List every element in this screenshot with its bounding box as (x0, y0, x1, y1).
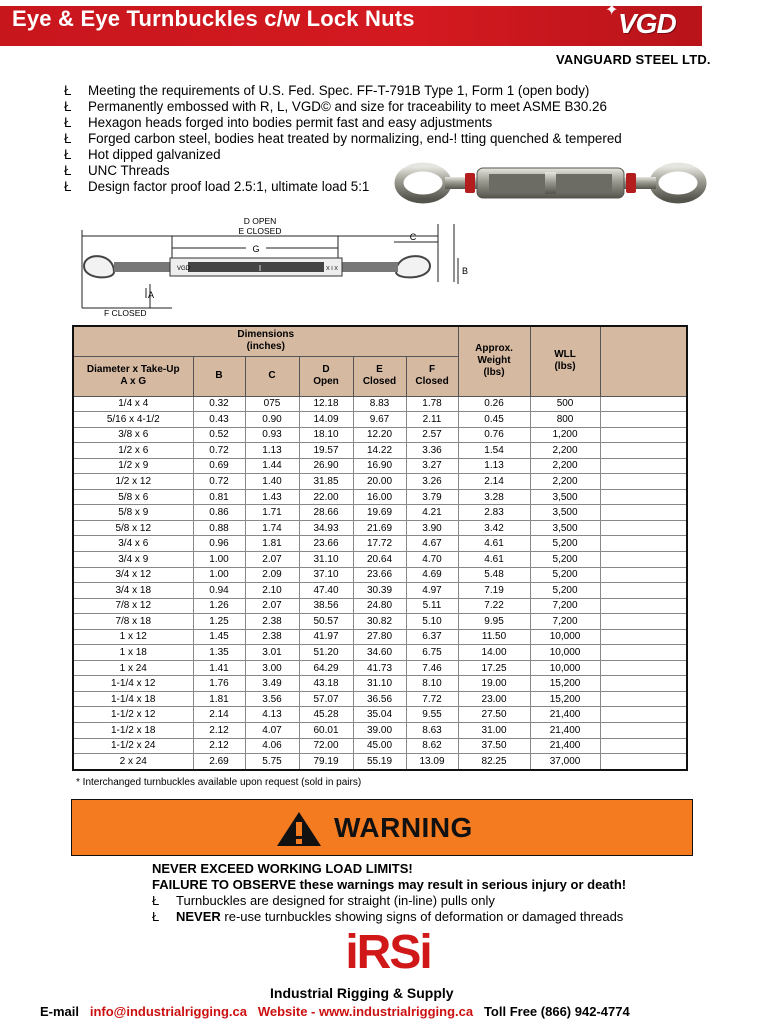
table-cell: 34.60 (353, 645, 406, 661)
table-cell: 2.12 (193, 738, 245, 754)
table-cell: 20.00 (353, 474, 406, 490)
bullet-glyph: Ł (64, 147, 72, 162)
table-cell: 3/8 x 6 (73, 427, 193, 443)
footer-company: Industrial Rigging & Supply (270, 985, 454, 1001)
table-cell: 2.12 (193, 722, 245, 738)
table-cell: 3/4 x 9 (73, 551, 193, 567)
table-cell: 5.75 (245, 754, 299, 770)
turnbuckle-photo (393, 148, 708, 218)
table-cell: 1 x 24 (73, 660, 193, 676)
table-cell: 4.97 (406, 583, 458, 599)
table-cell: 1.78 (406, 396, 458, 412)
table-cell: 7/8 x 12 (73, 598, 193, 614)
table-cell: 1-1/4 x 18 (73, 691, 193, 707)
table-cell-blank (600, 505, 687, 521)
table-cell: 7,200 (530, 614, 600, 630)
table-cell-blank (600, 583, 687, 599)
warning-item-2: Ł NEVER re-use turnbuckles showing signs of deformation or damaged threads (152, 909, 624, 924)
table-row (73, 412, 687, 428)
table-cell: 1/4 x 4 (73, 396, 193, 412)
table-cell: 7/8 x 18 (73, 614, 193, 630)
table-cell: 1/2 x 6 (73, 443, 193, 459)
table-cell: 4.70 (406, 551, 458, 567)
table-cell: 31.10 (353, 676, 406, 692)
list-item: Ł Hot dipped galvanized (64, 147, 221, 162)
table-cell: 3/4 x 18 (73, 583, 193, 599)
table-cell: 2,200 (530, 458, 600, 474)
g-label: G (252, 244, 260, 254)
table-row (73, 707, 687, 723)
table-cell: 45.00 (353, 738, 406, 754)
table-cell: 3.56 (245, 691, 299, 707)
table-cell: 15,200 (530, 691, 600, 707)
table-cell-blank (600, 567, 687, 583)
table-cell: 55.19 (353, 754, 406, 770)
table-cell-blank (600, 660, 687, 676)
table-cell: 4.61 (458, 551, 530, 567)
b-label: B (462, 266, 469, 276)
table-cell: 3.28 (458, 489, 530, 505)
bullet-glyph: Ł (64, 115, 72, 130)
table-cell: 47.40 (299, 583, 353, 599)
table-cell: 12.20 (353, 427, 406, 443)
weight-header: Approx. Weight (lbs) (458, 326, 530, 396)
footnote: * Interchanged turnbuckles available upon request (sold in pairs) (76, 777, 362, 788)
bullet-glyph: Ł (64, 131, 72, 146)
table-cell: 4.07 (245, 722, 299, 738)
d-header: D Open (299, 356, 353, 396)
table-cell: 20.64 (353, 551, 406, 567)
table-cell: 3.27 (406, 458, 458, 474)
diameter-header: Diameter x Take-Up A x G (73, 356, 193, 396)
table-cell: 1 x 18 (73, 645, 193, 661)
table-cell: 3/4 x 12 (73, 567, 193, 583)
table-cell: 43.18 (299, 676, 353, 692)
table-cell: 60.01 (299, 722, 353, 738)
e-closed-label: E CLOSED (238, 226, 282, 236)
table-cell: 0.26 (458, 396, 530, 412)
table-cell-blank (600, 489, 687, 505)
table-cell: 2.38 (245, 614, 299, 630)
table-cell: 10,000 (530, 645, 600, 661)
table-cell: 0.94 (193, 583, 245, 599)
table-cell-blank (600, 598, 687, 614)
spec-table-body (73, 396, 687, 770)
table-row (73, 427, 687, 443)
table-cell: 18.10 (299, 427, 353, 443)
table-cell-blank (600, 722, 687, 738)
c-header: C (245, 356, 299, 396)
table-cell: 45.28 (299, 707, 353, 723)
table-cell: 9.55 (406, 707, 458, 723)
list-item: Ł Hexagon heads forged into bodies permit fast and easy adjustments (64, 115, 493, 130)
table-cell: 4.69 (406, 567, 458, 583)
table-cell: 7.72 (406, 691, 458, 707)
table-cell: 39.00 (353, 722, 406, 738)
table-cell: 72.00 (299, 738, 353, 754)
bullet-glyph: Ł (64, 83, 72, 98)
table-row (73, 583, 687, 599)
table-cell: 5.11 (406, 598, 458, 614)
table-cell: 5/8 x 9 (73, 505, 193, 521)
table-cell-blank (600, 458, 687, 474)
table-cell: 3.36 (406, 443, 458, 459)
table-cell-blank (600, 520, 687, 536)
table-cell: 21,400 (530, 738, 600, 754)
vgd-logo: VGD (618, 8, 676, 39)
table-cell: 0.52 (193, 427, 245, 443)
table-cell: 1.71 (245, 505, 299, 521)
table-cell: 0.72 (193, 474, 245, 490)
table-cell: 8.63 (406, 722, 458, 738)
table-cell: 41.97 (299, 629, 353, 645)
table-cell: 1/2 x 9 (73, 458, 193, 474)
star-icon: ✦ (605, 2, 619, 19)
table-cell-blank (600, 738, 687, 754)
table-row (73, 614, 687, 630)
table-cell: 3,500 (530, 520, 600, 536)
table-row (73, 738, 687, 754)
table-cell: 36.56 (353, 691, 406, 707)
table-cell: 5,200 (530, 567, 600, 583)
list-item: Ł UNC Threads (64, 163, 170, 178)
table-cell: 1-1/2 x 24 (73, 738, 193, 754)
body-mark-center: I (258, 264, 262, 273)
bullet-glyph: Ł (64, 99, 72, 114)
table-cell: 23.66 (299, 536, 353, 552)
table-cell: 34.93 (299, 520, 353, 536)
table-cell: 075 (245, 396, 299, 412)
table-cell: 0.72 (193, 443, 245, 459)
table-cell: 0.93 (245, 427, 299, 443)
table-cell-blank (600, 396, 687, 412)
table-cell: 16.90 (353, 458, 406, 474)
contact-line: E-mail info@industrialrigging.ca Website - www.industrialrigging.ca Toll Free (866) 942-4774 (40, 1004, 630, 1019)
e-header: E Closed (353, 356, 406, 396)
table-row (73, 443, 687, 459)
table-cell-blank (600, 614, 687, 630)
table-row (73, 754, 687, 770)
table-cell: 3.79 (406, 489, 458, 505)
table-cell: 2 x 24 (73, 754, 193, 770)
table-cell: 2.14 (458, 474, 530, 490)
table-cell: 9.95 (458, 614, 530, 630)
f-closed-label: F CLOSED (104, 308, 147, 318)
table-row (73, 645, 687, 661)
table-cell: 6.37 (406, 629, 458, 645)
table-cell: 7.19 (458, 583, 530, 599)
table-cell: 1.13 (245, 443, 299, 459)
table-cell: 0.45 (458, 412, 530, 428)
table-cell: 2.14 (193, 707, 245, 723)
table-cell: 1.43 (245, 489, 299, 505)
table-cell: 1,200 (530, 427, 600, 443)
table-cell: 5/8 x 6 (73, 489, 193, 505)
table-cell: 1.40 (245, 474, 299, 490)
table-cell: 1-1/2 x 18 (73, 722, 193, 738)
table-cell: 6.75 (406, 645, 458, 661)
table-cell: 5,200 (530, 551, 600, 567)
website-label: Website - (257, 1004, 316, 1019)
bullet-glyph: Ł (64, 163, 72, 178)
table-cell: 4.61 (458, 536, 530, 552)
table-cell: 2.07 (245, 598, 299, 614)
table-cell: 37.50 (458, 738, 530, 754)
table-cell: 64.29 (299, 660, 353, 676)
table-cell: 4.13 (245, 707, 299, 723)
table-cell-blank (600, 707, 687, 723)
table-cell: 3.01 (245, 645, 299, 661)
table-cell: 7.22 (458, 598, 530, 614)
warning-line-1: NEVER EXCEED WORKING LOAD LIMITS! (152, 861, 413, 876)
table-cell: 14.09 (299, 412, 353, 428)
table-cell: 1.74 (245, 520, 299, 536)
table-cell: 8.62 (406, 738, 458, 754)
table-cell-blank (600, 676, 687, 692)
table-cell: 17.72 (353, 536, 406, 552)
table-cell: 21,400 (530, 722, 600, 738)
warning-title: WARNING (334, 812, 473, 843)
table-cell: 5,200 (530, 583, 600, 599)
table-cell: 1.13 (458, 458, 530, 474)
table-cell: 37.10 (299, 567, 353, 583)
table-cell: 1 x 12 (73, 629, 193, 645)
table-cell: 19.00 (458, 676, 530, 692)
table-cell-blank (600, 443, 687, 459)
table-row (73, 474, 687, 490)
table-cell: 1.26 (193, 598, 245, 614)
table-cell: 14.22 (353, 443, 406, 459)
table-cell: 5/8 x 12 (73, 520, 193, 536)
table-cell: 1-1/4 x 12 (73, 676, 193, 692)
table-cell: 0.96 (193, 536, 245, 552)
table-cell: 2.10 (245, 583, 299, 599)
dimensions-header: Dimensions (inches) (73, 326, 458, 356)
dimension-diagram (74, 212, 474, 320)
wll-header: WLL (lbs) (530, 326, 600, 396)
table-cell: 38.56 (299, 598, 353, 614)
table-row (73, 489, 687, 505)
table-cell: 1.41 (193, 660, 245, 676)
table-cell-blank (600, 754, 687, 770)
table-cell: 1.44 (245, 458, 299, 474)
table-cell: 7,200 (530, 598, 600, 614)
table-cell: 1.35 (193, 645, 245, 661)
b-header: B (193, 356, 245, 396)
table-cell: 31.10 (299, 551, 353, 567)
table-cell: 4.67 (406, 536, 458, 552)
table-row (73, 505, 687, 521)
body-mark-right: X I X (326, 266, 338, 272)
table-cell: 1.45 (193, 629, 245, 645)
table-cell: 7.46 (406, 660, 458, 676)
table-cell: 31.85 (299, 474, 353, 490)
table-cell: 11.50 (458, 629, 530, 645)
table-cell: 17.25 (458, 660, 530, 676)
d-open-label: D OPEN (243, 216, 277, 226)
table-cell: 13.09 (406, 754, 458, 770)
company-name: VANGUARD STEEL LTD. (556, 52, 711, 67)
table-cell: 5/16 x 4-1/2 (73, 412, 193, 428)
table-cell: 1.81 (193, 691, 245, 707)
svg-text:iRSi: iRSi (345, 926, 431, 976)
table-cell: 0.86 (193, 505, 245, 521)
email-link[interactable]: info@industrialrigging.ca (89, 1004, 247, 1019)
table-cell: 8.10 (406, 676, 458, 692)
table-cell: 31.00 (458, 722, 530, 738)
table-row (73, 536, 687, 552)
table-cell: 26.90 (299, 458, 353, 474)
table-cell-blank (600, 536, 687, 552)
table-cell: 4.06 (245, 738, 299, 754)
table-cell: 2.38 (245, 629, 299, 645)
table-cell: 3/4 x 6 (73, 536, 193, 552)
table-cell: 2.69 (193, 754, 245, 770)
table-cell: 1.76 (193, 676, 245, 692)
list-item: Ł Permanently embossed with R, L, VGD© and size for traceability to meet ASME B30.26 (64, 99, 607, 114)
toll-free: Toll Free (866) 942-4774 (483, 1004, 630, 1019)
blank-header (600, 326, 687, 396)
table-row (73, 520, 687, 536)
table-row (73, 660, 687, 676)
table-row (73, 396, 687, 412)
table-cell: 15,200 (530, 676, 600, 692)
a-label: A (148, 290, 155, 300)
table-cell: 0.69 (193, 458, 245, 474)
table-row (73, 567, 687, 583)
table-cell: 79.19 (299, 754, 353, 770)
table-cell: 500 (530, 396, 600, 412)
table-cell: 23.66 (353, 567, 406, 583)
table-row (73, 722, 687, 738)
table-cell: 2.11 (406, 412, 458, 428)
table-cell: 10,000 (530, 660, 600, 676)
f-header: F Closed (406, 356, 458, 396)
table-cell: 51.20 (299, 645, 353, 661)
table-cell: 30.39 (353, 583, 406, 599)
table-cell: 0.88 (193, 520, 245, 536)
table-cell: 30.82 (353, 614, 406, 630)
table-row (73, 551, 687, 567)
table-cell: 3.49 (245, 676, 299, 692)
table-cell: 24.80 (353, 598, 406, 614)
table-cell-blank (600, 551, 687, 567)
table-cell: 10,000 (530, 629, 600, 645)
table-cell-blank (600, 691, 687, 707)
website-link[interactable]: www.industrialrigging.ca (319, 1004, 474, 1019)
table-cell: 1.81 (245, 536, 299, 552)
table-cell-blank (600, 645, 687, 661)
table-cell: 2.09 (245, 567, 299, 583)
table-cell: 50.57 (299, 614, 353, 630)
table-cell: 1.00 (193, 551, 245, 567)
table-cell: 3.42 (458, 520, 530, 536)
warning-triangle-icon (275, 810, 323, 848)
table-cell: 5.10 (406, 614, 458, 630)
table-cell: 19.69 (353, 505, 406, 521)
table-cell: 27.50 (458, 707, 530, 723)
table-cell: 27.80 (353, 629, 406, 645)
table-cell: 0.90 (245, 412, 299, 428)
table-cell-blank (600, 427, 687, 443)
table-row (73, 691, 687, 707)
table-cell-blank (600, 474, 687, 490)
table-cell: 12.18 (299, 396, 353, 412)
bullet-glyph: Ł (64, 179, 72, 194)
page-title: Eye & Eye Turnbuckles c/w Lock Nuts (12, 6, 415, 31)
list-item: Ł Forged carbon steel, bodies heat treated by normalizing, end-! tting quenched & tempered (64, 131, 622, 146)
table-cell: 4.21 (406, 505, 458, 521)
table-cell: 1.25 (193, 614, 245, 630)
table-cell: 14.00 (458, 645, 530, 661)
list-item: Ł Design factor proof load 2.5:1, ultimate load 5:1 (64, 179, 370, 194)
table-cell: 23.00 (458, 691, 530, 707)
table-row (73, 629, 687, 645)
table-cell: 16.00 (353, 489, 406, 505)
table-cell: 2.57 (406, 427, 458, 443)
table-cell: 0.76 (458, 427, 530, 443)
table-cell-blank (600, 412, 687, 428)
table-cell: 37,000 (530, 754, 600, 770)
table-row (73, 598, 687, 614)
table-cell: 1.54 (458, 443, 530, 459)
table-cell: 1.00 (193, 567, 245, 583)
table-cell: 5,200 (530, 536, 600, 552)
table-cell: 3,500 (530, 505, 600, 521)
table-cell: 21,400 (530, 707, 600, 723)
warning-item-1: Ł Turnbuckles are designed for straight (in-line) pulls only (152, 893, 495, 908)
table-cell: 0.43 (193, 412, 245, 428)
table-cell-blank (600, 629, 687, 645)
table-cell: 2,200 (530, 443, 600, 459)
table-cell: 2,200 (530, 474, 600, 490)
table-cell: 41.73 (353, 660, 406, 676)
table-cell: 28.66 (299, 505, 353, 521)
table-row (73, 676, 687, 692)
table-cell: 21.69 (353, 520, 406, 536)
table-cell: 3.90 (406, 520, 458, 536)
spec-table (72, 325, 688, 771)
table-cell: 9.67 (353, 412, 406, 428)
table-cell: 3.26 (406, 474, 458, 490)
irsi-logo (333, 922, 443, 976)
list-item: Ł Meeting the requirements of U.S. Fed. Spec. FF-T-791B Type 1, Form 1 (open body) (64, 83, 590, 98)
table-cell: 3.00 (245, 660, 299, 676)
table-cell: 0.81 (193, 489, 245, 505)
table-cell: 3,500 (530, 489, 600, 505)
body-mark-left: VGD (177, 266, 191, 272)
table-cell: 82.25 (458, 754, 530, 770)
table-cell: 0.32 (193, 396, 245, 412)
table-cell: 22.00 (299, 489, 353, 505)
table-row (73, 458, 687, 474)
warning-line-2: FAILURE TO OBSERVE these warnings may result in serious injury or death! (152, 877, 627, 892)
table-cell: 35.04 (353, 707, 406, 723)
table-cell: 19.57 (299, 443, 353, 459)
table-cell: 1/2 x 12 (73, 474, 193, 490)
table-cell: 2.83 (458, 505, 530, 521)
table-cell: 800 (530, 412, 600, 428)
table-cell: 2.07 (245, 551, 299, 567)
table-cell: 5.48 (458, 567, 530, 583)
c-label: C (409, 232, 417, 242)
table-cell: 8.83 (353, 396, 406, 412)
table-cell: 57.07 (299, 691, 353, 707)
table-cell: 1-1/2 x 12 (73, 707, 193, 723)
